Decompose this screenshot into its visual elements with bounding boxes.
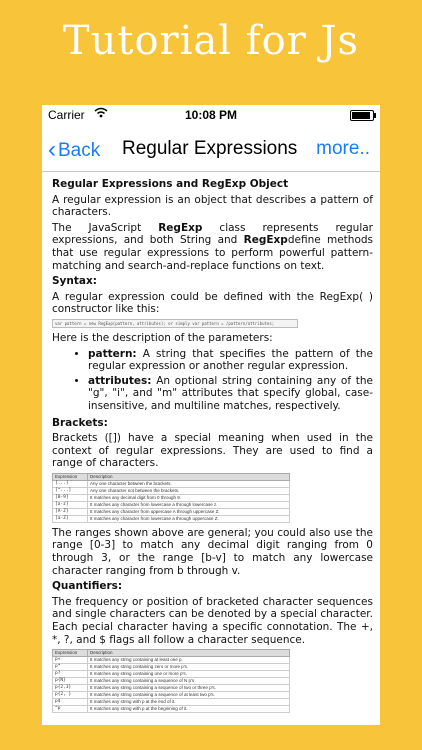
table-cell: It matches any string containing one or more p's. bbox=[88, 671, 290, 678]
navigation-bar bbox=[42, 125, 380, 172]
table-cell: [0-9] bbox=[53, 494, 88, 501]
table-cell: p{2,3} bbox=[53, 685, 88, 692]
page-title: Regular Expressions bbox=[122, 138, 298, 159]
list-item: • pattern: A string that specifies the pattern of the regular expression or another regular expression. bbox=[88, 348, 373, 373]
syntax-heading: Syntax: bbox=[52, 275, 97, 288]
table-row bbox=[53, 685, 290, 692]
table-header-cell: Expression bbox=[53, 650, 88, 657]
list-item: • attributes: An optional string containing any of the "g", "i", and "m" attributes that specify global, case-insensitive, and multiline matches, respectively. bbox=[88, 375, 373, 413]
back-button-label: Back bbox=[58, 140, 101, 161]
table-cell: It matches any character from lowercase a through lowercase z. bbox=[88, 501, 290, 508]
table-cell: p? bbox=[53, 671, 88, 678]
table-cell: It matches any string containing a sequence of N p's bbox=[88, 678, 290, 685]
quantifiers-paragraph: The frequency or position of bracketed character sequences and single characters can be denoted by a special character. Each pecial character having a specific connotation. The +, *, ?, and $ flags all follow a character sequence. bbox=[52, 595, 373, 646]
table-cell: It matches any string containing at least one p. bbox=[88, 657, 290, 664]
table-cell: p{2, } bbox=[53, 692, 88, 699]
table-header-row bbox=[53, 650, 290, 657]
table-cell: It matches any string containing zero or more p's. bbox=[88, 664, 290, 671]
table-cell: It matches any character from lowercase a through uppercase Z. bbox=[88, 515, 290, 522]
table-cell: [...] bbox=[53, 480, 88, 487]
table-row bbox=[53, 515, 290, 522]
carrier-label: Carrier bbox=[48, 108, 85, 122]
table-cell: p$ bbox=[53, 699, 88, 706]
status-time: 10:08 PM bbox=[184, 108, 238, 122]
quantifiers-heading: Quantifiers: bbox=[52, 580, 123, 593]
table-cell: [^...] bbox=[53, 487, 88, 494]
table-cell: [A-Z] bbox=[53, 508, 88, 515]
table-cell: [a-Z] bbox=[53, 515, 88, 522]
table-cell: p* bbox=[53, 664, 88, 671]
table-row bbox=[53, 678, 290, 685]
status-bar bbox=[42, 105, 380, 125]
params-list bbox=[52, 348, 373, 413]
brackets-table bbox=[52, 473, 290, 523]
table-cell: [a-z] bbox=[53, 501, 88, 508]
intro-paragraph: A regular expression is an object that describes a pattern of characters. bbox=[52, 193, 373, 219]
brackets-paragraph: Brackets ([]) have a special meaning when used in the context of regular expressions. They are used to find a range of characters. bbox=[52, 432, 373, 470]
table-row bbox=[53, 508, 290, 515]
table-row bbox=[53, 664, 290, 671]
table-row bbox=[53, 699, 290, 706]
table-cell: ^p bbox=[53, 706, 88, 713]
article-content bbox=[42, 172, 380, 713]
table-cell: Any one character between the brackets. bbox=[88, 480, 290, 487]
table-header-cell: Expression bbox=[53, 473, 88, 480]
params-paragraph: Here is the description of the parameters: bbox=[52, 331, 273, 344]
chevron-left-icon: ‹ bbox=[48, 136, 56, 163]
table-row bbox=[53, 692, 290, 699]
battery-icon bbox=[350, 110, 374, 121]
table-header-row bbox=[53, 473, 290, 480]
table-cell: It matches any string containing a sequence of two or three p's. bbox=[88, 685, 290, 692]
brackets-heading: Brackets: bbox=[52, 416, 108, 429]
back-button[interactable] bbox=[48, 135, 100, 163]
table-header-cell: Description bbox=[88, 473, 290, 480]
table-cell: p+ bbox=[53, 657, 88, 664]
regexp-paragraph: The JavaScript RegExp class represents regular expressions, and both String and RegExpdefine methods that use regular expressions to perform powerful pattern-matching and search-and-replace functions on text. bbox=[52, 221, 374, 272]
table-cell: It matches any string containing a sequence of at least two p's. bbox=[88, 692, 290, 699]
table-row bbox=[53, 657, 290, 664]
table-header-cell: Description bbox=[88, 650, 290, 657]
ranges-paragraph: The ranges shown above are general; you could also use the range [0-3] to match any decimal digit ranging from 0 through 3, or the range [b-v] to match any lowercase character ranging from b through v. bbox=[52, 526, 373, 577]
table-row bbox=[53, 671, 290, 678]
syntax-paragraph: A regular expression could be defined with the RegExp( ) constructor like this: bbox=[52, 290, 373, 316]
article-heading: Regular Expressions and RegExp Object bbox=[52, 178, 289, 190]
table-cell: It matches any string with p at the beginning of it. bbox=[88, 706, 290, 713]
table-row bbox=[53, 501, 290, 508]
table-row bbox=[53, 706, 290, 713]
phone-screen bbox=[42, 105, 380, 725]
table-cell: Any one character not between the brackets. bbox=[88, 487, 290, 494]
table-cell: It matches any decimal digit from 0 through 9. bbox=[88, 494, 290, 501]
table-row bbox=[53, 494, 290, 501]
app-banner-title: Tutorial for Js bbox=[62, 18, 360, 64]
table-row bbox=[53, 480, 290, 487]
table-cell: p{N} bbox=[53, 678, 88, 685]
table-row bbox=[53, 487, 290, 494]
code-snippet: var pattern = new RegExp(pattern, attributes); or simply var pattern = /pattern/attributes; bbox=[52, 319, 298, 328]
table-cell: It matches any string with p at the end of it. bbox=[88, 699, 290, 706]
more-button[interactable]: more.. bbox=[316, 138, 370, 159]
quantifiers-table bbox=[52, 649, 290, 713]
table-cell: It matches any character from uppercase A through uppercase Z. bbox=[88, 508, 290, 515]
